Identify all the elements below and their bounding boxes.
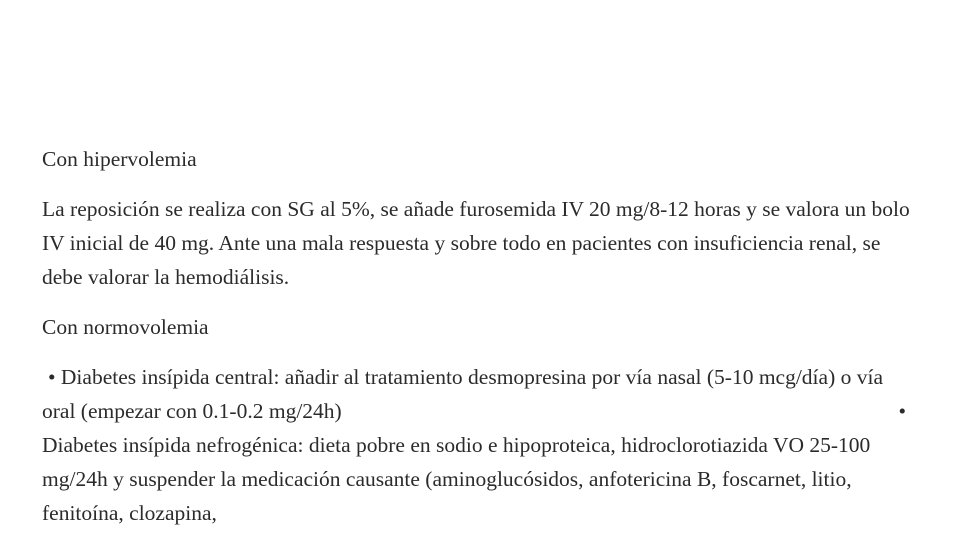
bullet-item-central: Diabetes insípida central: añadir al tratamiento desmopresina por vía nasal (5-10 mcg/día) o vía oral (empezar con 0.1-0.2 mg/24h) bbox=[42, 365, 883, 423]
slide-content bbox=[42, 142, 918, 530]
section-heading-hipervolemia: Con hipervolemia bbox=[42, 147, 197, 171]
paragraph-hipervolemia: La reposición se realiza con SG al 5%, se añade furosemida IV 20 mg/8-12 horas y se valora un bolo IV inicial de 40 mg. Ante una mala respuesta y sobre todo en pacientes con insuficiencia renal, se debe valorar la hemodiálisis. bbox=[42, 197, 910, 289]
section-heading-normovolemia: Con normovolemia bbox=[42, 315, 209, 339]
bullet-item-nefrogenica: Diabetes insípida nefrogénica: dieta pobre en sodio e hipoproteica, hidroclorotiazida VO 25-100 mg/24h y suspender la medicación causante (aminoglucósidos, anfotericina B, foscarnet, litio, fenitoína, clozapina, bbox=[42, 433, 871, 525]
bullet-icon: • bbox=[898, 399, 906, 423]
bullet-list-normovolemia bbox=[42, 360, 918, 530]
bullet-icon: • bbox=[48, 365, 56, 389]
